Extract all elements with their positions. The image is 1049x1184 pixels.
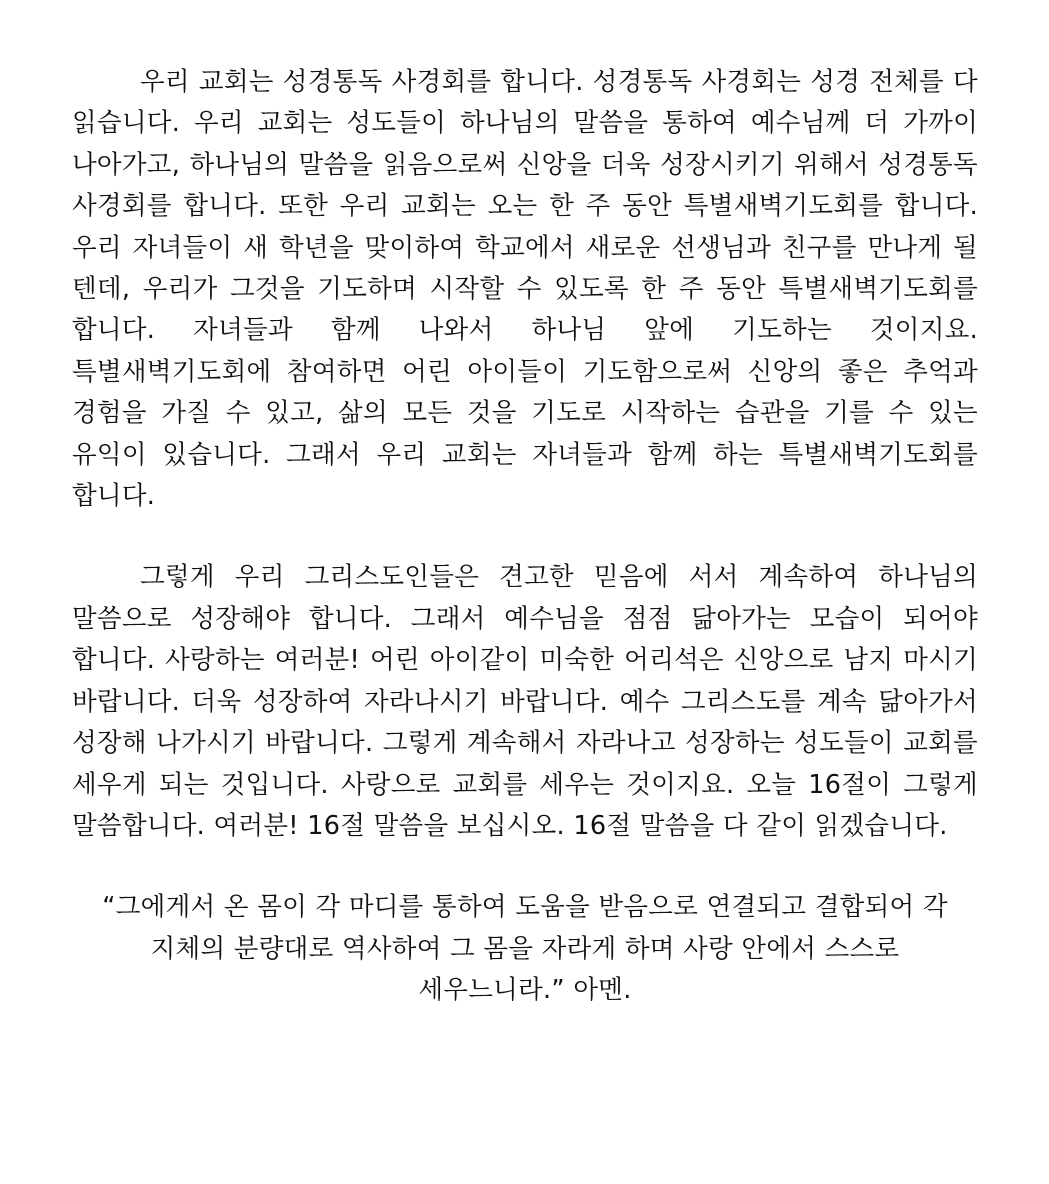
scripture-quote: “그에게서 온 몸이 각 마디를 통하여 도움을 받음으로 연결되고 결합되어 각 지체의 분량대로 역사하여 그 몸을 자라게 하며 사랑 안에서 스스로 세우느니라.” 아멘. (102, 892, 948, 1006)
paragraph-spiritual-growth: 그렇게 우리 그리스도인들은 견고한 믿음에 서서 계속하여 하나님의 말씀으로 성장해야 합니다. 그래서 예수님을 점점 닮아가는 모습이 되어야 합니다. 사랑하는 여러분! 어린 아이같이 미숙한 어리석은 신앙으로 남지 마시기 바랍니다. 더욱 성장하여 자라나시기 바랍니다. 예수 그리스도를 계속 닮아가서 성장해 나가시기 바랍니다. 그렇게 계속해서 자라나고 성장하는 성도들이 교회를 세우게 되는 것입니다. 사랑으로 교회를 세우는 것이지요. 오늘 16절이 그렇게 말씀합니다. 여러분! 16절 말씀을 보십시오. 16절 말씀을 다 같이 읽겠습니다. (72, 562, 978, 841)
paragraph-church-programs: 우리 교회는 성경통독 사경회를 합니다. 성경통독 사경회는 성경 전체를 다 읽습니다. 우리 교회는 성도들이 하나님의 말씀을 통하여 예수님께 더 가까이 나아가고, 하나님의 말씀을 읽음으로써 신앙을 더욱 성장시키기 위해서 성경통독 사경회를 합니다. 또한 우리 교회는 오는 한 주 동안 특별새벽기도회를 합니다. 우리 자녀들이 새 학년을 맞이하여 학교에서 새로운 선생님과 친구를 만나게 될 텐데, 우리가 그것을 기도하며 시작할 수 있도록 한 주 동안 특별새벽기도회를 합니다. 자녀들과 함께 나와서 하나님 앞에 기도하는 것이지요. 특별새벽기도회에 참여하면 어린 아이들이 기도함으로써 신앙의 좋은 추억과 경험을 가질 수 있고, 삶의 모든 것을 기도로 시작하는 습관을 기를 수 있는 유익이 있습니다. 그래서 우리 교회는 자녀들과 함께 하는 특별새벽기도회를 합니다. (72, 67, 978, 512)
document-page (72, 62, 978, 1012)
